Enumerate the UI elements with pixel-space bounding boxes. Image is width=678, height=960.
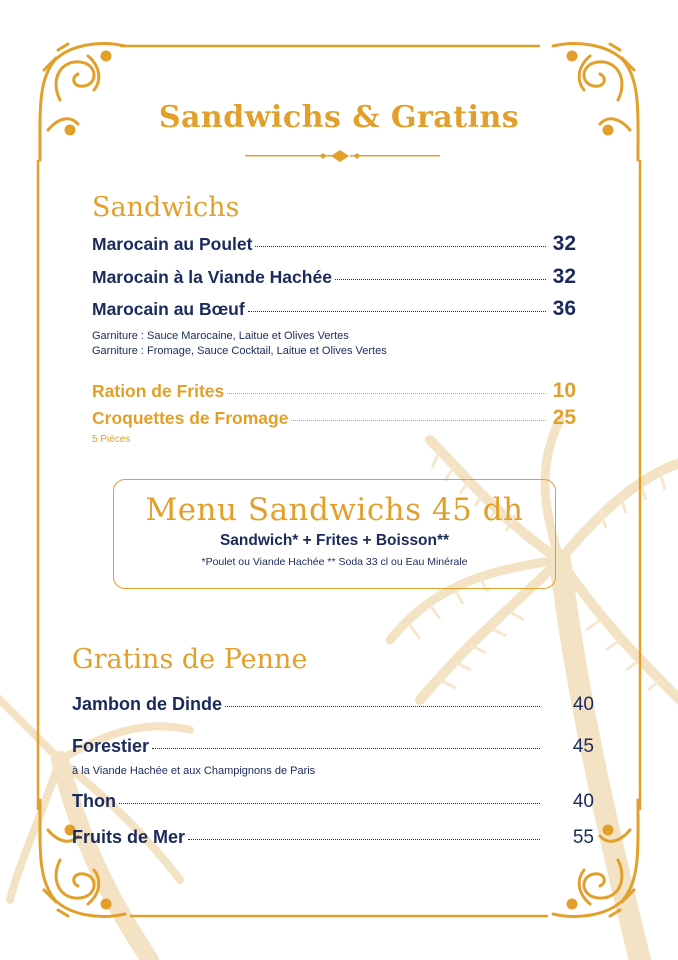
menu-item: Marocain au Bœuf 36 — [92, 297, 576, 320]
menu-item: Ration de Frites 10 — [92, 379, 576, 402]
page-title: Sandwichs & Gratins — [158, 100, 520, 135]
gratins-section-title: Gratins de Penne — [72, 644, 308, 675]
menu-sandwichs-box — [113, 479, 556, 589]
forestier-note: à la Viande Hachée et aux Champignons de Paris — [72, 765, 316, 777]
menu-item: Thon 40 — [72, 791, 594, 812]
menu-item: Fruits de Mer 55 — [72, 827, 594, 848]
garniture-note: Garniture : Sauce Marocaine, Laitue et Olives Vertes Garniture : Fromage, Sauce Cocktail, Laitue et Olives Vertes — [92, 330, 387, 357]
menu-item: Marocain au Poulet 32 — [92, 232, 576, 255]
title-divider — [245, 150, 440, 162]
menu-note: *Poulet ou Viande Hachée ** Soda 33 cl ou Eau Minérale — [201, 556, 468, 568]
menu-title: Menu Sandwichs 45 dh — [145, 492, 524, 528]
croquettes-note: 5 Pièces — [92, 434, 131, 445]
menu-item: Forestier 45 — [72, 736, 594, 757]
menu-item: Croquettes de Fromage 25 — [92, 406, 576, 429]
menu-item: Marocain à la Viande Hachée 32 — [92, 265, 576, 288]
sandwichs-section-title: Sandwichs — [92, 192, 240, 223]
menu-subtitle: Sandwich* + Frites + Boisson** — [219, 532, 450, 549]
menu-item: Jambon de Dinde 40 — [72, 694, 594, 715]
